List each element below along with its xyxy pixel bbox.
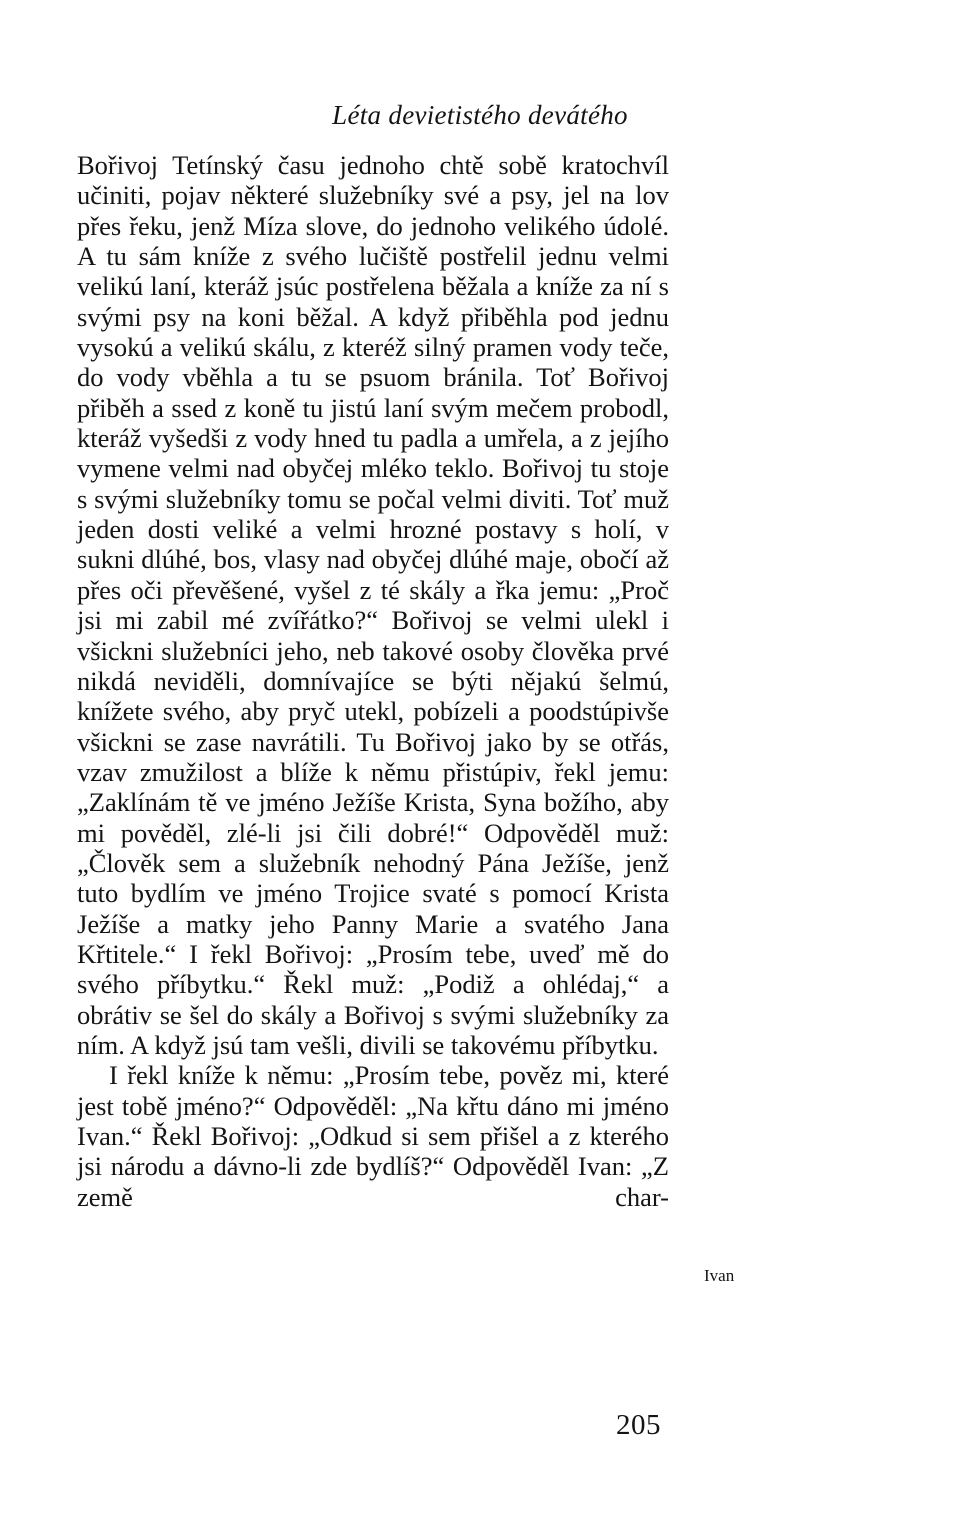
running-title: Léta devietistého devátého bbox=[332, 100, 628, 130]
paragraph-1: Bořivoj Tetínský času jednoho chtě sobě kratochvíl učiniti, pojav některé služebníky své a psy, jel na lov přes řeku, jenž Míza slove, do jednoho velikého údolé. A tu sám kníže z svého lučiště postřelil jednu velmi velikú laní, kteráž jsúc postřelena běžala a kníže za ní s svými psy na koni běžal. A když přiběhla pod jednu vysokú a velikú skálu, z kteréž silný pramen vody teče, do vody vběhla a tu se psuom bránila. Toť Bořivoj přiběh a ssed z koně tu jistú laní svým mečem probodl, kteráž vyšedši z vody hned tu padla a umřela, a z jejího vymene velmi nad obyčej mléko teklo. Bořivoj tu stoje s svými služebníky tomu se počal velmi diviti. Toť muž jeden dosti veliké a velmi hrozné postavy s holí, v sukni dlúhé, bos, vlasy nad obyčej dlúhé maje, obočí až přes oči převěšené, vyšel z té skály a řka jemu: „Proč jsi mi zabil mé zvířátko?“ Bořivoj se velmi ulekl i všickni služebníci jeho, neb takové osoby člověka prvé nikdá neviděli, domnívajíce se býti nějakú šelmú, knížete svého, aby pryč utekl, pobízeli a poodstúpivše všickni se zase navrátili. Tu Bořivoj jako by se otřás, vzav zmužilost a blíže k němu přistúpiv, řekl jemu: „Zaklínám tě ve jméno Ježíše Krista, Syna božího, aby mi pověděl, zlé-li jsi čili dobré!“ Odpověděl muž: „Člověk sem a služebník nehodný Pána Ježíše, jenž tuto bydlím ve jméno Trojice svaté s pomocí Krista Ježíše a matky jeho Panny Marie a svatého Jana Křtitele.“ I řekl Bořivoj: „Prosím tebe, uveď mě do svého příbytku.“ Řekl muž: „Podiž a ohlédaj,“ a obrátiv se šel do skály a Bořivoj s svými služebníky za ním. A když jsú tam vešli, divili se takovému příbytku. bbox=[77, 150, 669, 1060]
paragraph-2: I řekl kníže k němu: „Prosím tebe, pověz mi, které jest tobě jméno?“ Odpověděl: „Na křtu dáno mi jméno Ivan.“ Řekl Bořivoj: „Odkud si sem přišel a z kterého jsi národu a dávno-li zde bydlíš?“ Odpověděl Ivan: „Z země char- bbox=[77, 1060, 669, 1212]
margin-note: Ivan bbox=[704, 1266, 735, 1285]
page-number: 205 bbox=[616, 1409, 661, 1441]
body-text bbox=[77, 150, 669, 1212]
